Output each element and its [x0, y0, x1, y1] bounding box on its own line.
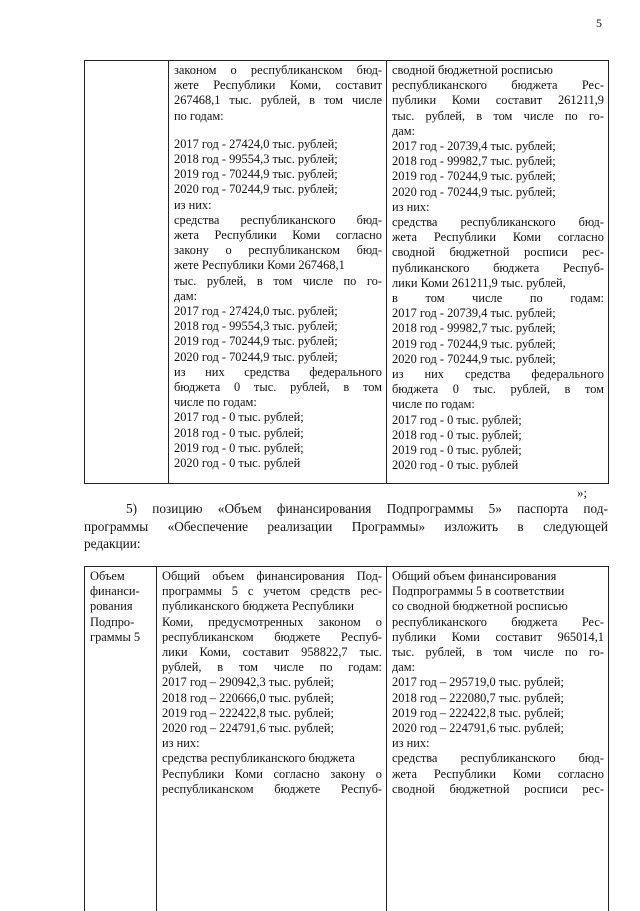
cell-line: публиканского бюджета Республики [162, 599, 382, 614]
cell-line: в том числе по годам: [392, 291, 604, 306]
cell-line: 2017 год – 295719,0 тыс. рублей; [392, 675, 604, 690]
cell-line: из них средства федерального [392, 367, 604, 382]
table-continued [84, 60, 609, 484]
cell-line: публики Коми составит 261211,9 [392, 93, 604, 108]
cell-line: Подпрограммы 5 в соответствии [392, 584, 604, 599]
cell-line: средства республиканского бюд- [392, 215, 604, 230]
cell-line: 2019 год - 0 тыс. рублей; [174, 441, 382, 456]
closing-quote: »; [577, 485, 587, 501]
cell-line: числе по годам: [392, 397, 604, 412]
table2-col3 [387, 567, 609, 911]
cell-line: 2020 год – 224791,6 тыс. рублей; [392, 721, 604, 736]
cell-line: 2019 год - 70244,9 тыс. рублей; [392, 337, 604, 352]
cell-line: жета Республики Коми согласно [174, 228, 382, 243]
cell-line: 2018 год - 0 тыс. рублей; [392, 428, 604, 443]
cell-line: 2017 год - 20739,4 тыс. рублей; [392, 139, 604, 154]
cell-line: из них средства федерального [174, 365, 382, 380]
cell-line: Общий объем финансирования Под- [162, 569, 382, 584]
cell-line: публиканского бюджета Респуб- [392, 261, 604, 276]
cell-line: 2020 год - 70244,9 тыс. рублей; [392, 185, 604, 200]
table1-col2 [169, 61, 387, 484]
cell-line: 2017 год - 27424,0 тыс. рублей; [174, 137, 382, 152]
cell-line: лики Коми 261211,9 тыс. рублей, [392, 276, 604, 291]
cell-line: по годам: [174, 109, 382, 124]
cell-line: 267468,1 тыс. рублей, в том числе [174, 93, 382, 108]
cell-line: тыс. рублей, в том числе по го- [392, 109, 604, 124]
table1-col3 [387, 61, 609, 484]
cell-line: 2017 год – 290942,3 тыс. рублей; [162, 675, 382, 690]
cell-line: со сводной бюджетной росписью [392, 599, 604, 614]
cell-line: 2020 год - 70244,9 тыс. рублей; [174, 350, 382, 365]
cell-line: закону о республиканском бюд- [174, 243, 382, 258]
cell-line: республиканском бюджете Респуб- [162, 782, 382, 797]
cell-line: 2018 год - 99982,7 тыс. рублей; [392, 154, 604, 169]
cell-line: 2017 год - 27424,0 тыс. рублей; [174, 304, 382, 319]
cell-line: Объем [90, 569, 152, 584]
cell-line: 2019 год – 222422,8 тыс. рублей; [392, 706, 604, 721]
cell-line: республиканском бюджете Респуб- [162, 630, 382, 645]
cell-line: 2020 год - 70244,9 тыс. рублей; [174, 182, 382, 197]
cell-line: жета Республики Коми согласно [392, 767, 604, 782]
cell-line: жете Республики Коми 267468,1 [174, 258, 382, 273]
cell-line: 2020 год - 0 тыс. рублей [174, 456, 382, 471]
cell-line: республиканского бюджета Рес- [392, 615, 604, 630]
cell-line: рублей, в том числе по годам: [162, 660, 382, 675]
cell-line: 2018 год - 99554,3 тыс. рублей; [174, 319, 382, 334]
cell-line: финанси- [90, 584, 152, 599]
page-number: 5 [596, 16, 602, 31]
cell-line: 2019 год - 70244,9 тыс. рублей; [174, 334, 382, 349]
table2-col1 [85, 567, 157, 911]
cell-line: из них: [174, 198, 382, 213]
paragraph-line: редакции: [84, 535, 608, 553]
cell-line: бюджета 0 тыс. рублей, в том [392, 382, 604, 397]
cell-line: 2017 год - 0 тыс. рублей; [392, 413, 604, 428]
cell-line: 2018 год - 99554,3 тыс. рублей; [174, 152, 382, 167]
cell-line: программы 5 с учетом средств рес- [162, 584, 382, 599]
cell-line: жета Республики Коми согласно [392, 230, 604, 245]
cell-line: законом о республиканском бюд- [174, 63, 382, 78]
cell-line: республиканского бюджета Рес- [392, 78, 604, 93]
cell-line: из них: [392, 200, 604, 215]
cell-line [174, 124, 382, 137]
cell-line: жете Республики Коми, составит [174, 78, 382, 93]
cell-line: средства республиканского бюджета [162, 751, 382, 766]
cell-line: сводной бюджетной росписи рес- [392, 245, 604, 260]
cell-line: числе по годам: [174, 395, 382, 410]
cell-line: 2018 год - 0 тыс. рублей; [174, 426, 382, 441]
paragraph-line: 5) позицию «Объем финансирования Подпрограммы 5» паспорта под- [84, 500, 608, 518]
paragraph-line: программы «Обеспечение реализации Программы» изложить в следующей [84, 518, 608, 536]
cell-line: Коми, предусмотренных законом о [162, 615, 382, 630]
cell-line: Республики Коми согласно закону о [162, 767, 382, 782]
cell-line: 2018 год - 99982,7 тыс. рублей; [392, 321, 604, 336]
cell-line: 2019 год - 0 тыс. рублей; [392, 443, 604, 458]
cell-line: 2020 год – 224791,6 тыс. рублей; [162, 721, 382, 736]
cell-line: бюджета 0 тыс. рублей, в том [174, 380, 382, 395]
cell-line: дам: [174, 289, 382, 304]
cell-line: из них: [392, 736, 604, 751]
cell-line: 2020 год - 70244,9 тыс. рублей; [392, 352, 604, 367]
cell-line: средства республиканского бюд- [392, 751, 604, 766]
cell-line: публики Коми составит 965014,1 [392, 630, 604, 645]
cell-line: тыс. рублей, в том числе по го- [392, 645, 604, 660]
cell-line: 2018 год – 220666,0 тыс. рублей; [162, 691, 382, 706]
table1-col1 [85, 61, 169, 484]
cell-line: дам: [392, 124, 604, 139]
cell-line: Общий объем финансирования [392, 569, 604, 584]
cell-line: дам: [392, 660, 604, 675]
cell-line: 2017 год - 0 тыс. рублей; [174, 410, 382, 425]
cell-line: средства республиканского бюд- [174, 213, 382, 228]
cell-line: лики Коми, составит 958822,7 тыс. [162, 645, 382, 660]
cell-line: 2019 год - 70244,9 тыс. рублей; [392, 169, 604, 184]
cell-line: из них: [162, 736, 382, 751]
cell-line: рования [90, 599, 152, 614]
cell-line: 2019 год – 222422,8 тыс. рублей; [162, 706, 382, 721]
cell-line: Подпро- [90, 615, 152, 630]
paragraph-5 [84, 500, 608, 553]
cell-line: 2017 год - 20739,4 тыс. рублей; [392, 306, 604, 321]
cell-line: 2018 год – 222080,7 тыс. рублей; [392, 691, 604, 706]
cell-line: тыс. рублей, в том числе по го- [174, 274, 382, 289]
table-financing-subprogram-5 [84, 566, 609, 911]
cell-line: 2019 год - 70244,9 тыс. рублей; [174, 167, 382, 182]
cell-line: сводной бюджетной росписью [392, 63, 604, 78]
cell-line: граммы 5 [90, 630, 152, 645]
cell-line: сводной бюджетной росписи рес- [392, 782, 604, 797]
cell-line: 2020 год - 0 тыс. рублей [392, 458, 604, 473]
table2-col2 [157, 567, 387, 911]
